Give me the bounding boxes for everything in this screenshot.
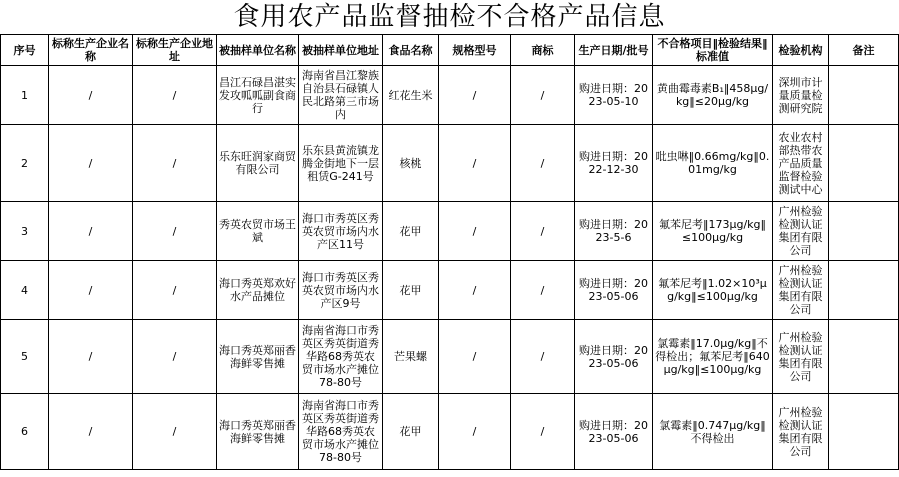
- cell-mfr-addr[interactable]: /: [133, 125, 217, 202]
- header-cell-mfr-addr[interactable]: 标称生产企业地址: [133, 35, 217, 66]
- cell-food[interactable]: 花甲: [383, 202, 439, 261]
- cell-agency[interactable]: 农业农村部热带农产品质量监督检验测试中心: [773, 125, 829, 202]
- cell-food[interactable]: 芒果螺: [383, 320, 439, 394]
- cell-no[interactable]: 6: [1, 394, 49, 470]
- cell-mfr-name[interactable]: /: [49, 125, 133, 202]
- cell-note[interactable]: [829, 261, 899, 320]
- cell-sampled-name[interactable]: 海口秀英郑欢好水产品摊位: [217, 261, 299, 320]
- cell-note[interactable]: [829, 394, 899, 470]
- sheet-title: 食用农产品监督抽检不合格产品信息: [233, 2, 666, 32]
- cell-spec[interactable]: /: [439, 125, 511, 202]
- table-row: [1, 394, 899, 470]
- cell-brand[interactable]: /: [511, 320, 575, 394]
- cell-food[interactable]: 核桃: [383, 125, 439, 202]
- cell-sampled-name[interactable]: 乐东旺润家商贸有限公司: [217, 125, 299, 202]
- cell-mfr-name[interactable]: /: [49, 261, 133, 320]
- cell-sampled-name[interactable]: 海口秀英郑丽香海鲜零售摊: [217, 394, 299, 470]
- cell-date[interactable]: 购进日期：2023-05-10: [575, 66, 653, 125]
- table-row: [1, 261, 899, 320]
- cell-no[interactable]: 4: [1, 261, 49, 320]
- cell-mfr-addr[interactable]: /: [133, 320, 217, 394]
- cell-note[interactable]: [829, 125, 899, 202]
- cell-item[interactable]: 氟苯尼考‖1.02×10³μg/kg‖≤100μg/kg: [653, 261, 773, 320]
- cell-mfr-name[interactable]: /: [49, 202, 133, 261]
- cell-brand[interactable]: /: [511, 125, 575, 202]
- cell-item[interactable]: 氟苯尼考‖173μg/kg‖≤100μg/kg: [653, 202, 773, 261]
- cell-no[interactable]: 5: [1, 320, 49, 394]
- cell-sampled-addr[interactable]: 海南省海口市秀英区秀英街道秀华路68秀英农贸市场水产摊位78-80号: [299, 320, 383, 394]
- cell-mfr-name[interactable]: /: [49, 320, 133, 394]
- header-cell-food[interactable]: 食品名称: [383, 35, 439, 66]
- cell-spec[interactable]: /: [439, 202, 511, 261]
- cell-date[interactable]: 购进日期：2023-05-06: [575, 320, 653, 394]
- cell-date[interactable]: 购进日期：2022-12-30: [575, 125, 653, 202]
- header-cell-sampled-addr[interactable]: 被抽样单位地址: [299, 35, 383, 66]
- cell-sampled-addr[interactable]: 乐东县黄流镇龙腾金街地下一层租赁G-241号: [299, 125, 383, 202]
- header-row: [1, 35, 899, 66]
- cell-item[interactable]: 氯霉素‖0.747μg/kg‖不得检出: [653, 394, 773, 470]
- cell-item[interactable]: 氯霉素‖17.0μg/kg‖不得检出；氟苯尼考‖640μg/kg‖≤100μg/kg: [653, 320, 773, 394]
- cell-mfr-name[interactable]: /: [49, 66, 133, 125]
- cell-note[interactable]: [829, 202, 899, 261]
- cell-no[interactable]: 1: [1, 66, 49, 125]
- header-cell-sampled-name[interactable]: 被抽样单位名称: [217, 35, 299, 66]
- cell-mfr-name[interactable]: /: [49, 394, 133, 470]
- cell-agency[interactable]: 广州检验检测认证集团有限公司: [773, 202, 829, 261]
- cell-mfr-addr[interactable]: /: [133, 261, 217, 320]
- table-row: [1, 320, 899, 394]
- cell-sampled-name[interactable]: 秀英农贸市场王斌: [217, 202, 299, 261]
- cell-sampled-name[interactable]: 昌江石碌昌湛实发攻呱呱副食商行: [217, 66, 299, 125]
- cell-mfr-addr[interactable]: /: [133, 394, 217, 470]
- cell-food[interactable]: 花甲: [383, 261, 439, 320]
- header-cell-no[interactable]: 序号: [1, 35, 49, 66]
- inspection-table: [0, 34, 899, 470]
- cell-date[interactable]: 购进日期：2023-5-6: [575, 202, 653, 261]
- cell-mfr-addr[interactable]: /: [133, 66, 217, 125]
- header-cell-date[interactable]: 生产日期/批号: [575, 35, 653, 66]
- table-row: [1, 125, 899, 202]
- cell-brand[interactable]: /: [511, 261, 575, 320]
- cell-spec[interactable]: /: [439, 66, 511, 125]
- cell-item[interactable]: 黄曲霉毒素B₁‖458μg/kg‖≤20μg/kg: [653, 66, 773, 125]
- header-cell-agency[interactable]: 检验机构: [773, 35, 829, 66]
- header-cell-mfr-name[interactable]: 标称生产企业名称: [49, 35, 133, 66]
- cell-brand[interactable]: /: [511, 66, 575, 125]
- cell-agency[interactable]: 广州检验检测认证集团有限公司: [773, 394, 829, 470]
- cell-spec[interactable]: /: [439, 394, 511, 470]
- cell-mfr-addr[interactable]: /: [133, 202, 217, 261]
- cell-spec[interactable]: /: [439, 261, 511, 320]
- cell-note[interactable]: [829, 66, 899, 125]
- cell-food[interactable]: 红花生米: [383, 66, 439, 125]
- table-row: [1, 202, 899, 261]
- cell-note[interactable]: [829, 320, 899, 394]
- header-cell-note[interactable]: 备注: [829, 35, 899, 66]
- cell-no[interactable]: 2: [1, 125, 49, 202]
- cell-no[interactable]: 3: [1, 202, 49, 261]
- header-cell-spec[interactable]: 规格型号: [439, 35, 511, 66]
- cell-item[interactable]: 吡虫啉‖0.66mg/kg‖0.01mg/kg: [653, 125, 773, 202]
- cell-date[interactable]: 购进日期：2023-05-06: [575, 261, 653, 320]
- cell-agency[interactable]: 深圳市计量质量检测研究院: [773, 66, 829, 125]
- cell-sampled-addr[interactable]: 海口市秀英区秀英农贸市场内水产区9号: [299, 261, 383, 320]
- cell-sampled-name[interactable]: 海口秀英郑丽香海鲜零售摊: [217, 320, 299, 394]
- header-cell-brand[interactable]: 商标: [511, 35, 575, 66]
- cell-sampled-addr[interactable]: 海口市秀英区秀英农贸市场内水产区11号: [299, 202, 383, 261]
- cell-agency[interactable]: 广州检验检测认证集团有限公司: [773, 320, 829, 394]
- cell-food[interactable]: 花甲: [383, 394, 439, 470]
- cell-sampled-addr[interactable]: 海南省海口市秀英区秀英街道秀华路68秀英农贸市场水产摊位78-80号: [299, 394, 383, 470]
- cell-spec[interactable]: /: [439, 320, 511, 394]
- cell-agency[interactable]: 广州检验检测认证集团有限公司: [773, 261, 829, 320]
- cell-brand[interactable]: /: [511, 394, 575, 470]
- cell-sampled-addr[interactable]: 海南省昌江黎族自治县石碌镇人民北路第三市场内: [299, 66, 383, 125]
- cell-brand[interactable]: /: [511, 202, 575, 261]
- cell-date[interactable]: 购进日期：2023-05-06: [575, 394, 653, 470]
- header-cell-item[interactable]: 不合格项目‖检验结果‖标准值: [653, 35, 773, 66]
- table-row: [1, 66, 899, 125]
